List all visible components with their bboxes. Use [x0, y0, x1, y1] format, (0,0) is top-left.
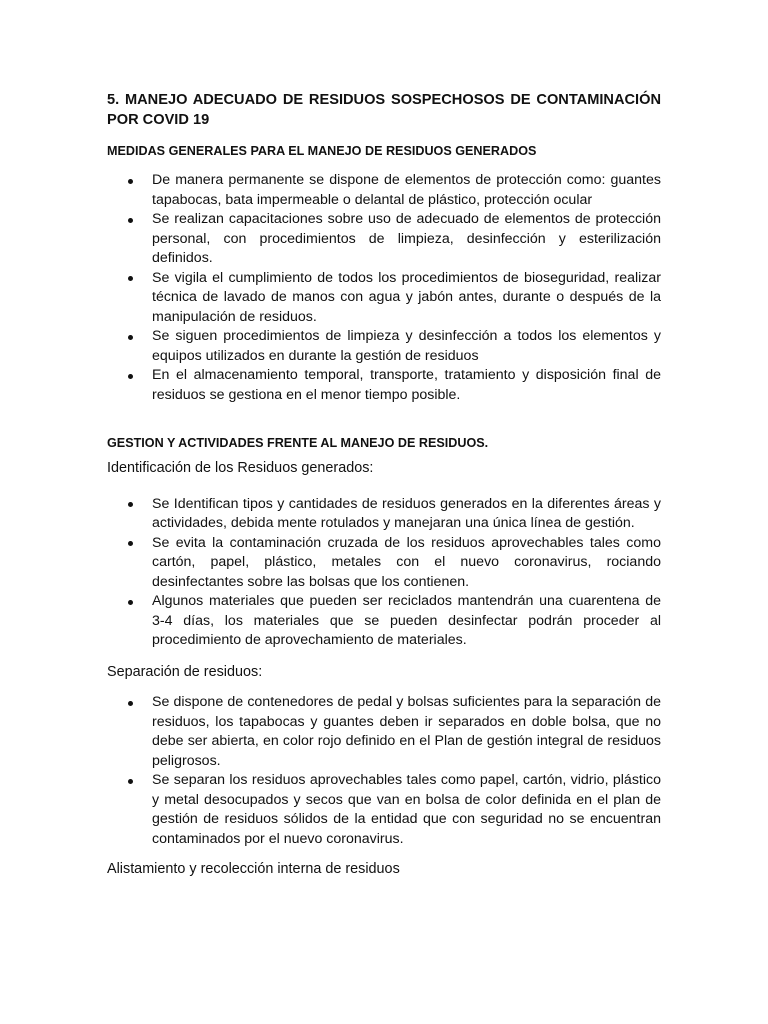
- bullet-icon: [128, 600, 133, 605]
- document-page: [107, 90, 661, 880]
- list-item: Se vigila el cumplimiento de todos los procedimientos de bioseguridad, realizar técnica de lavado de manos con agua y jabón antes, durante o después de la manipulación de residuos.: [107, 269, 661, 328]
- section2-heading: GESTION Y ACTIVIDADES FRENTE AL MANEJO DE RESIDUOS.: [107, 436, 489, 450]
- bullet-icon: [128, 541, 133, 546]
- list-item: Se dispone de contenedores de pedal y bolsas suficientes para la separación de residuos, los tapabocas y guantes deben ir separados en doble bolsa, que no debe ser abierta, en color rojo definido en el Plan de gestión integral de residuos peligrosos.: [107, 693, 661, 771]
- separation-list: [107, 693, 661, 849]
- document-title: 5. MANEJO ADECUADO DE RESIDUOS SOSPECHOSOS DE CONTAMINACIÓN POR COVID 19: [107, 92, 661, 128]
- list-item: Algunos materiales que pueden ser reciclados mantendrán una cuarentena de 3-4 días, los materiales que se pueden desinfectar podrán proceder al procedimiento de aprovechamiento de materiales.: [107, 592, 661, 651]
- bullet-icon: [128, 779, 133, 784]
- list-item: Se siguen procedimientos de limpieza y desinfección a todos los elementos y equipos utilizados en durante la gestión de residuos: [107, 327, 661, 366]
- identification-list: [107, 495, 661, 651]
- list-item: Se Identifican tipos y cantidades de residuos generados en la diferentes áreas y actividades, debida mente rotulados y manejaran una única línea de gestión.: [107, 495, 661, 534]
- bullet-icon: [128, 179, 133, 184]
- list-item: De manera permanente se dispone de elementos de protección como: guantes tapabocas, bata impermeable o delantal de plástico, protección ocular: [107, 171, 661, 210]
- bullet-icon: [128, 276, 133, 281]
- list-item: Se realizan capacitaciones sobre uso de adecuado de elementos de protección personal, con procedimientos de limpieza, desinfección y esterilización definidos.: [107, 210, 661, 269]
- bullet-icon: [128, 502, 133, 507]
- separation-label: Separación de residuos:: [107, 663, 263, 680]
- bullet-icon: [128, 374, 133, 379]
- bullet-icon: [128, 701, 133, 706]
- section1-list: [107, 171, 661, 405]
- bullet-icon: [128, 335, 133, 340]
- list-item: Se separan los residuos aprovechables tales como papel, cartón, vidrio, plástico y metal desocupados y secos que van en bolsa de color definida en el plan de gestión de residuos sólidos de la entidad que con seguridad no se encuentran contaminados por el nuevo coronavirus.: [107, 771, 661, 849]
- list-item: Se evita la contaminación cruzada de los residuos aprovechables tales como cartón, papel, plástico, metales con el nuevo coronavirus, rociando desinfectantes sobre las bolsas que los contienen.: [107, 534, 661, 593]
- collection-label: Alistamiento y recolección interna de residuos: [107, 861, 400, 877]
- bullet-icon: [128, 218, 133, 223]
- identification-label: Identificación de los Residuos generados:: [107, 460, 374, 476]
- list-item: En el almacenamiento temporal, transporte, tratamiento y disposición final de residuos se gestiona en el menor tiempo posible.: [107, 366, 661, 405]
- section1-heading: MEDIDAS GENERALES PARA EL MANEJO DE RESIDUOS GENERADOS: [107, 144, 537, 158]
